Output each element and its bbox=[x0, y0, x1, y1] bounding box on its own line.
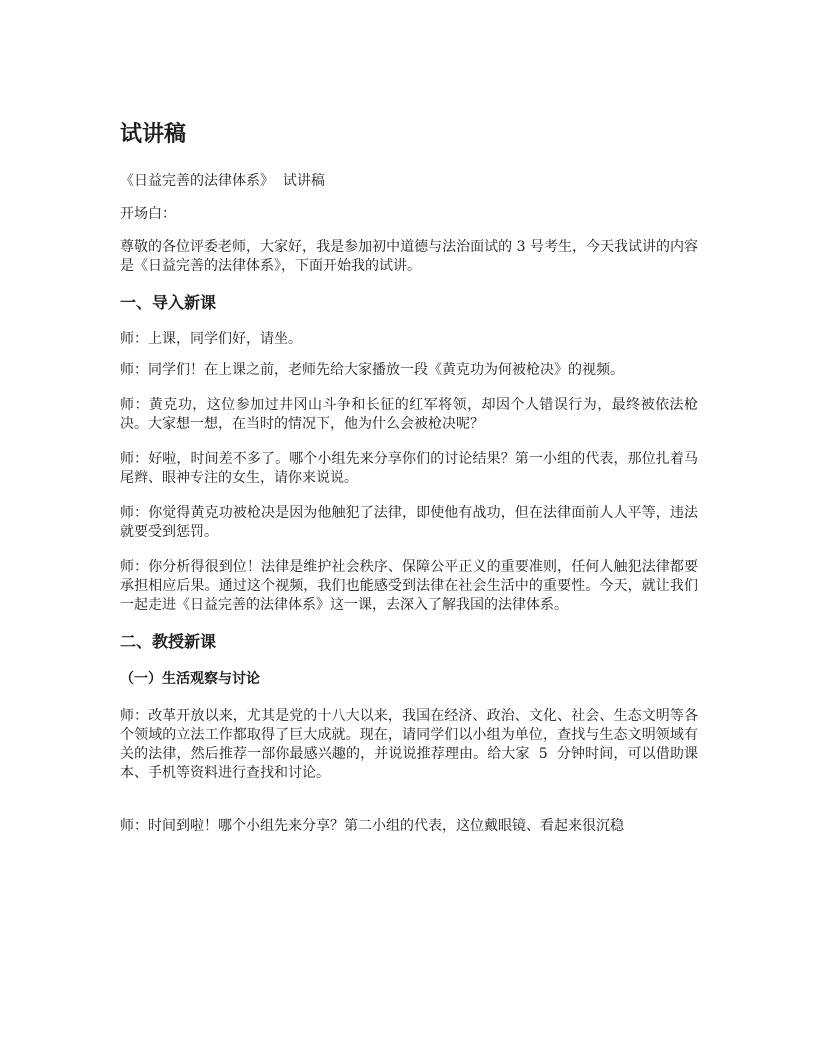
paragraph: 师：你分析得很到位！法律是维护社会秩序、保障公平正义的重要准则，任何人触犯法律都要承担相应后果。通过这个视频，我们也能感受到法律在社会生活中的重要性。今天，就让我们一起走进《日益完善的法律体系》这一课，去深入了解我国的法律体系。 bbox=[120, 559, 698, 613]
section-heading-intro: 一、导入新课 bbox=[120, 293, 217, 312]
subsection-heading: （一）生活观察与讨论 bbox=[120, 671, 260, 687]
paragraph: 师：上课，同学们好，请坐。 bbox=[120, 331, 302, 347]
paragraph: 师：改革开放以来，尤其是党的十八大以来，我国在经济、政治、文化、社会、生态文明等各个领域的立法工作都取得了巨大成就。现在，请同学们以小组为单位，查找与生态文明领域有关的法律，然后推荐一部你最感兴趣的，并说说推荐理由。给大家 5 分钟时间，可以借助课本、手机等资料进行查找和讨论。 bbox=[120, 708, 698, 781]
paragraph: 师：你觉得黄克功被枪决是因为他触犯了法律，即使他有战功，但在法律面前人人平等，违法就要受到惩罚。 bbox=[120, 505, 698, 540]
section-heading-teaching: 二、教授新课 bbox=[120, 632, 217, 651]
paragraph: 师：时间到啦！哪个小组先来分享？第二小组的代表，这位戴眼镜、看起来很沉稳 bbox=[120, 818, 624, 834]
document-page bbox=[120, 120, 698, 852]
opening-label: 开场白： bbox=[120, 206, 176, 222]
paragraph: 师：好啦，时间差不多了。哪个小组先来分享你们的讨论结果？第一小组的代表，那位扎着马尾辫、眼神专注的女生，请你来说说。 bbox=[120, 451, 698, 486]
opening-text: 尊敬的各位评委老师，大家好，我是参加初中道德与法治面试的 3 号考生，今天我试讲的内容是《日益完善的法律体系》，下面开始我的试讲。 bbox=[120, 239, 698, 274]
document-title: 试讲稿 bbox=[120, 122, 187, 147]
paragraph: 师：同学们！在上课之前，老师先给大家播放一段《黄克功为何被枪决》的视频。 bbox=[120, 362, 624, 378]
document-subtitle: 《日益完善的法律体系》 试讲稿 bbox=[120, 173, 325, 189]
paragraph: 师：黄克功，这位参加过井冈山斗争和长征的红军将领，却因个人错误行为，最终被依法枪决。大家想一想，在当时的情况下，他为什么会被枪决呢？ bbox=[120, 397, 698, 432]
